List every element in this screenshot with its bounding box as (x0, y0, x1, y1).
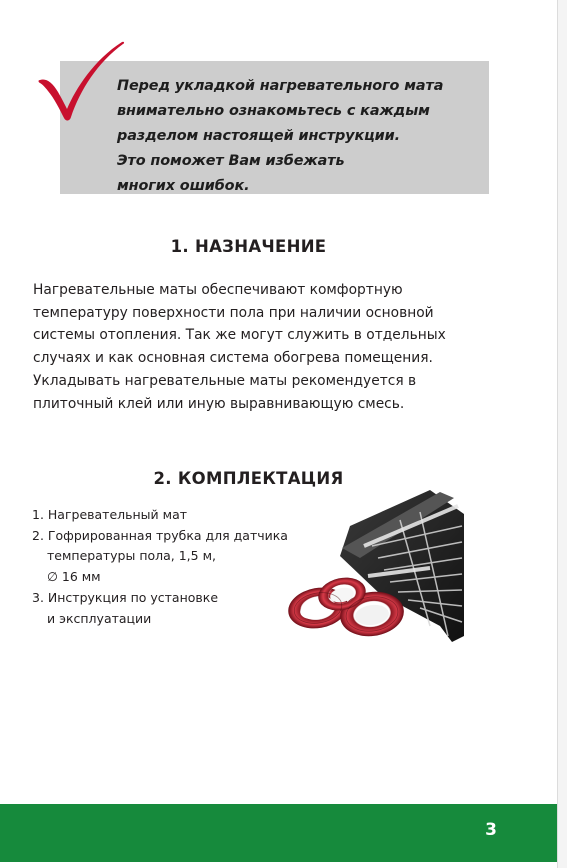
section-title-contents: 2. КОМПЛЕКТАЦИЯ (153, 469, 344, 488)
paragraph-line: случаях и как основная система обогрева помещения. (33, 350, 433, 367)
checkmark-icon (36, 38, 126, 123)
note-line: разделом настоящей инструкции. (117, 128, 401, 144)
diameter-icon: ∅ (47, 569, 58, 585)
page-number: 3 (485, 820, 497, 840)
note-line: Перед укладкой нагревательного мата (117, 78, 444, 94)
note-line: многих ошибок. (117, 178, 250, 194)
paragraph-line: Укладывать нагревательные маты рекомендуется в (33, 372, 417, 389)
list-item: 3. Инструкция по установке (32, 589, 219, 605)
paragraph-line: Нагревательные маты обеспечивают комфортную (33, 282, 403, 298)
list-item: 2. Гофрированная трубка для датчика (32, 527, 288, 543)
paragraph-line: системы отопления. Так же могут служить в отдельных (33, 327, 446, 344)
list-item: 1. Нагревательный мат (32, 507, 188, 522)
section-title-purpose: 1. НАЗНАЧЕНИЕ (170, 237, 327, 256)
note-text (117, 74, 477, 199)
paragraph-line: плиточный клей или иную выравнивающую смесь. (33, 395, 405, 412)
contents-list (32, 505, 322, 629)
diameter-value: 16 мм (61, 569, 101, 585)
purpose-paragraph (33, 279, 463, 415)
page-edge (557, 0, 567, 868)
list-item-continuation: и эксплуатации (47, 610, 152, 626)
note-line: Это поможет Вам избежать (117, 153, 345, 169)
heating-mat-product-image (280, 486, 466, 646)
list-item-continuation: температуры пола, 1,5 м, (47, 548, 216, 564)
note-line: внимательно ознакомьтесь с каждым (117, 103, 430, 119)
paragraph-line: температуру поверхности пола при наличии основной (33, 304, 434, 321)
footer-bar (0, 804, 557, 862)
list-item-continuation (32, 567, 322, 588)
